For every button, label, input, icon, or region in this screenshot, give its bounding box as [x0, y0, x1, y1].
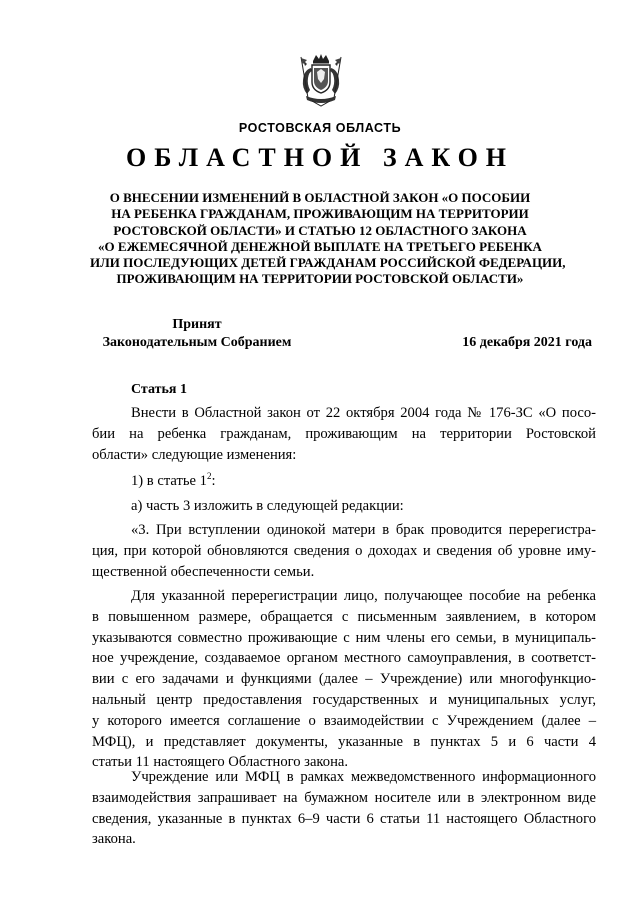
subject-line: О ВНЕСЕНИИ ИЗМЕНЕНИЙ В ОБЛАСТНОЙ ЗАКОН «О ПОСОБИИ — [109, 190, 531, 205]
region-name: РОСТОВСКАЯ ОБЛАСТЬ — [238, 121, 402, 135]
text-line: а) часть 3 изложить в следующей редакции: — [131, 498, 404, 514]
article-paragraph — [92, 403, 596, 465]
text-line: сведения, указанные в пунктах 6–9 части 6 статьи 11 настоящего Областного — [92, 810, 596, 827]
article-title: Статья 1 — [131, 382, 187, 397]
coat-of-arms-emblem — [298, 52, 344, 108]
adoption-line: Принят — [172, 317, 222, 332]
text-line: вии с его задачами и функциями (далее – Учреждение) или многофункцио- — [92, 671, 596, 688]
text-line: «3. При вступлении одинокой матери в брак проводится перерегистра- — [131, 522, 596, 538]
text-line: статьи 11 настоящего Областного закона. — [92, 754, 349, 771]
adoption-date: 16 декабря 2021 года — [462, 335, 592, 350]
item-number-text: 1) в статье 1 — [131, 473, 207, 489]
text-line: Учреждение или МФЦ в рамках межведомственного информационного — [131, 769, 596, 785]
adoption-line: Законодательным Собранием — [102, 335, 292, 350]
item-superscript: 2 — [206, 471, 212, 482]
subject-line: ИЛИ ПОСЛЕДУЮЩИХ ДЕТЕЙ ГРАЖДАНАМ РОССИЙСКОЙ ФЕДЕРАЦИИ, — [90, 255, 566, 271]
article-item — [92, 471, 596, 492]
text-line: нальный центр предоставления государственных и муниципальных услуг, — [92, 691, 596, 708]
text-line: ное учреждение, создаваемое органом местного самоуправления, в соответст- — [92, 650, 596, 667]
document-type-title: ОБЛАСТНОЙ ЗАКОН — [125, 143, 515, 172]
text-line: ция, при которой обновляются сведения о доходах и сведения об уровне иму- — [92, 542, 596, 559]
text-line — [92, 471, 596, 492]
text-line: взаимодействия запрашивает на бумажном носителе или в электронном виде — [92, 789, 596, 806]
subject-line: «О ЕЖЕМЕСЯЧНОЙ ДЕНЕЖНОЙ ВЫПЛАТЕ НА ТРЕТЬЕГО РЕБЕНКА — [98, 238, 542, 254]
text-line: бии на ребенка гражданам, проживающим на территории Ростовской — [92, 425, 596, 442]
article-paragraph — [92, 586, 596, 773]
text-line: в повышенном размере, обращается с письменным заявлением, в котором — [92, 608, 596, 625]
text-line: Для указанной перерегистрации лицо, получающее пособие на ребенка — [131, 588, 596, 604]
article-paragraph — [92, 767, 596, 850]
article-paragraph — [92, 520, 596, 582]
subject-line: НА РЕБЕНКА ГРАЖДАНАМ, ПРОЖИВАЮЩИМ НА ТЕРРИТОРИИ — [111, 206, 529, 222]
subject-line: РОСТОВСКОЙ ОБЛАСТИ» И СТАТЬЮ 12 ОБЛАСТНОГО ЗАКОНА — [113, 222, 527, 238]
article-subitem — [92, 496, 596, 517]
text-line: у которого имеется соглашение о взаимодействии с Учреждением (далее – — [92, 712, 596, 729]
text-line: указываются совместно проживающие с ним члены его семьи, в муниципаль- — [92, 629, 596, 646]
adoption-body — [92, 316, 302, 352]
text-line: Внести в Областной закон от 22 октября 2004 года № 176-ЗС «О посо- — [131, 405, 596, 421]
text-line: МФЦ), и представляет документы, указанные в пунктах 5 и 6 части 4 — [92, 733, 596, 750]
subject-line: ПРОЖИВАЮЩИМ НА ТЕРРИТОРИИ РОСТОВСКОЙ ОБЛАСТИ» — [116, 271, 524, 287]
text-line: области» следующие изменения: — [92, 446, 297, 463]
law-subject-title — [90, 190, 566, 288]
text-line: закона. — [92, 831, 136, 848]
item-suffix: : — [211, 473, 216, 489]
text-line: щественной обеспеченности семьи. — [92, 563, 315, 580]
